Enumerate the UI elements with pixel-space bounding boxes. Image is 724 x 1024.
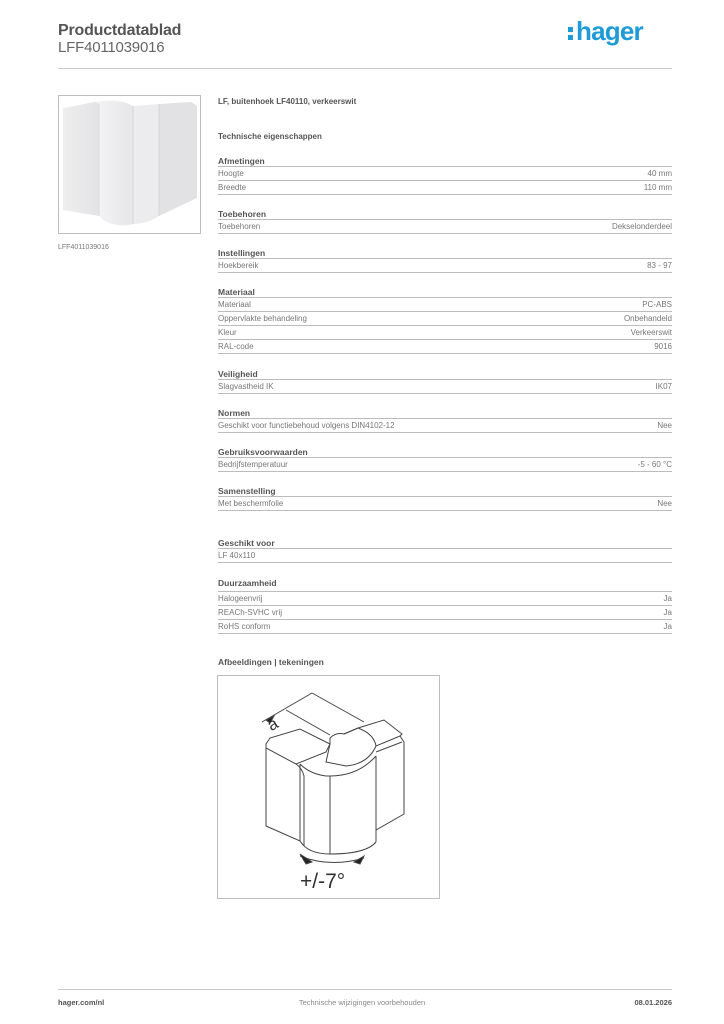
footer-website-link[interactable]: hager.com/nl <box>58 998 105 1007</box>
spec-group-duurzaamheid <box>218 577 672 634</box>
group-heading: Materiaal <box>218 286 672 298</box>
product-code: LFF4011039016 <box>58 39 165 56</box>
group-heading: Normen <box>218 407 672 419</box>
spec-value: Nee <box>657 421 672 430</box>
spec-value: -5 - 60 °C <box>637 460 672 469</box>
spec-label: Halogeenvrij <box>218 594 263 603</box>
spec-value: Onbehandeld <box>623 314 672 323</box>
angle-label: +/-7° <box>300 870 346 893</box>
spec-value: 83 - 97 <box>647 261 672 270</box>
spec-label: Toebehoren <box>218 222 261 231</box>
spec-label: Bedrijfstemperatuur <box>218 460 288 469</box>
spec-value: Nee <box>657 499 672 508</box>
spec-label: Hoogte <box>218 169 244 178</box>
page-title: Productdatablad <box>58 22 182 39</box>
spec-value: Verkeerswit <box>630 328 672 337</box>
spec-value: PC-ABS <box>642 300 672 309</box>
spec-label: REACh-SVHC vrij <box>218 608 283 617</box>
group-heading: Gebruiksvoorwaarden <box>218 446 672 458</box>
spec-label: Kleur <box>218 328 237 337</box>
logo-dots-icon <box>567 24 575 42</box>
header-divider <box>58 68 672 69</box>
spec-row <box>218 592 672 606</box>
spec-group-samenstelling <box>218 485 672 511</box>
spec-value: 40 mm <box>647 169 672 178</box>
spec-row <box>218 298 672 312</box>
spec-value: 110 mm <box>643 183 672 192</box>
spec-value: Ja <box>663 622 672 631</box>
corner-piece-drawing-icon <box>218 676 439 898</box>
photo-caption: LFF4011039016 <box>58 244 109 251</box>
spec-row <box>218 497 672 511</box>
spec-value: 9016 <box>654 342 672 351</box>
footer-disclaimer: Technische wijzigingen voorbehouden <box>298 998 426 1007</box>
spec-label: Slagvastheid IK <box>218 382 274 391</box>
spec-row <box>218 167 672 181</box>
technical-drawing <box>217 675 440 899</box>
spec-group-geschikt-voor <box>218 537 672 563</box>
spec-row <box>218 620 672 634</box>
spec-value: IK07 <box>655 382 672 391</box>
group-heading: Duurzaamheid <box>218 577 672 592</box>
technical-properties-heading: Technische eigenschappen <box>218 132 322 141</box>
spec-group-instellingen <box>218 247 672 273</box>
group-heading: Veiligheid <box>218 368 672 380</box>
spec-value: Dekselonderdeel <box>611 222 672 231</box>
spec-row <box>218 458 672 472</box>
spec-label: Geschikt voor functiebehoud volgens DIN4102-12 <box>218 421 395 430</box>
spec-value: Ja <box>663 608 672 617</box>
spec-label: Materiaal <box>218 300 251 309</box>
spec-group-toebehoren <box>218 208 672 234</box>
spec-group-afmetingen <box>218 155 672 195</box>
spec-row <box>218 312 672 326</box>
spec-row <box>218 549 672 563</box>
spec-row <box>218 606 672 620</box>
hager-logo <box>567 16 643 47</box>
dimension-label: a <box>263 713 282 735</box>
spec-label: LF 40x110 <box>218 551 256 560</box>
spec-label: RAL-code <box>218 342 254 351</box>
group-heading: Afmetingen <box>218 155 672 167</box>
product-photo <box>58 95 201 234</box>
spec-group-normen <box>218 407 672 433</box>
spec-row <box>218 326 672 340</box>
footer-divider <box>58 989 672 990</box>
spec-row <box>218 419 672 433</box>
spec-row <box>218 181 672 195</box>
group-heading: Geschikt voor <box>218 537 672 549</box>
spec-row <box>218 259 672 273</box>
spec-row <box>218 220 672 234</box>
spec-row <box>218 380 672 394</box>
drawings-heading: Afbeeldingen | tekeningen <box>218 657 324 667</box>
footer-date: 08.01.2026 <box>634 998 672 1007</box>
spec-group-materiaal <box>218 286 672 354</box>
group-heading: Samenstelling <box>218 485 672 497</box>
spec-group-veiligheid <box>218 368 672 394</box>
spec-label: RoHS conform <box>218 622 271 631</box>
product-description: LF, buitenhoek LF40110, verkeerswit <box>218 97 357 106</box>
spec-label: Oppervlakte behandeling <box>218 314 307 323</box>
spec-label: Met beschermfolie <box>218 499 284 508</box>
spec-group-gebruiksvoorwaarden <box>218 446 672 472</box>
group-heading: Toebehoren <box>218 208 672 220</box>
spec-row <box>218 340 672 354</box>
logo-text: hager <box>576 16 643 46</box>
spec-label: Breedte <box>218 183 247 192</box>
corner-piece-photo-icon <box>59 96 201 234</box>
group-heading: Instellingen <box>218 247 672 259</box>
spec-value: Ja <box>663 594 672 603</box>
spec-label: Hoekbereik <box>218 261 259 270</box>
